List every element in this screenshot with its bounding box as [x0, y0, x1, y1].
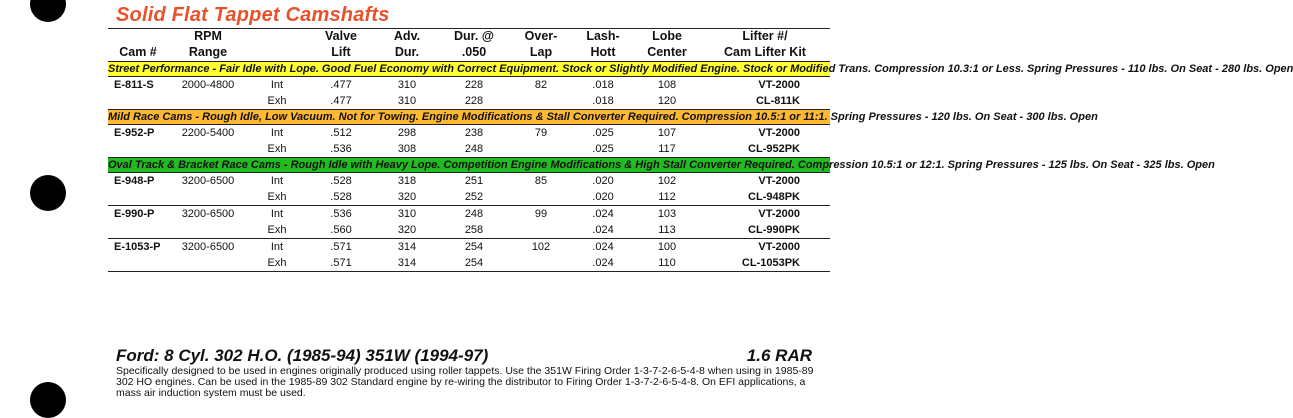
- valve-side: Int: [270, 241, 284, 253]
- cam-group: [108, 239, 830, 272]
- rpm-range: [168, 255, 248, 272]
- lifter-kit: VT-2000: [758, 79, 800, 91]
- lifter-kit: VT-2000: [758, 208, 800, 220]
- col-dur-label: .050: [438, 45, 510, 62]
- duration-050: 228: [438, 93, 510, 110]
- col-cam: [108, 29, 168, 45]
- adv-duration: 310: [397, 208, 417, 220]
- table-row-exh: [108, 141, 830, 158]
- valve-side: Exh: [248, 93, 306, 110]
- duration-050: 258: [438, 222, 510, 239]
- valve-side: Int: [270, 127, 284, 139]
- rpm-range: 3200-6500: [181, 241, 235, 253]
- lobe-center: 102: [657, 175, 677, 187]
- valve-lift: .512: [330, 127, 352, 139]
- cam-number: E-1053-P: [114, 241, 161, 253]
- lifter-kit: VT-2000: [758, 127, 800, 139]
- col-rpm: RPM: [194, 29, 222, 43]
- table-row-int: [108, 77, 830, 94]
- lifter-kit: CL-948PK: [700, 189, 830, 206]
- overlap: 79: [534, 127, 548, 139]
- lash-hot: .024: [592, 208, 614, 220]
- lobe-center: 108: [657, 79, 677, 91]
- duration-050: 254: [438, 255, 510, 272]
- duration-050: 251: [464, 175, 484, 187]
- overlap: 102: [531, 241, 551, 253]
- valve-lift: .536: [306, 141, 376, 158]
- table-row-exh: [108, 93, 830, 110]
- rpm-range: 2000-4800: [181, 79, 235, 91]
- lifter-kit: CL-990PK: [700, 222, 830, 239]
- col-kit-label: Cam Lifter Kit: [700, 45, 830, 62]
- overlap: 99: [534, 208, 548, 220]
- table-row-exh: [108, 189, 830, 206]
- camshaft-table: [108, 29, 1293, 272]
- binder-hole-middle: [30, 175, 66, 211]
- valve-lift: .571: [306, 255, 376, 272]
- rocker-ratio: 1.6 RAR: [746, 346, 812, 365]
- duration-050: 254: [464, 241, 484, 253]
- adv-duration: 318: [397, 175, 417, 187]
- lobe-center: 120: [634, 93, 700, 110]
- lash-hot: .018: [572, 93, 634, 110]
- cam-group: [108, 206, 830, 239]
- rpm-range: 3200-6500: [181, 208, 235, 220]
- cam-number: [108, 189, 168, 206]
- valve-side: Int: [270, 208, 284, 220]
- col-overlap-label: Lap: [510, 45, 572, 62]
- table-header: [108, 29, 830, 62]
- table-row-int: [108, 239, 830, 256]
- table-row-exh: [108, 222, 830, 239]
- duration-050: 238: [464, 127, 484, 139]
- duration-050: 248: [438, 141, 510, 158]
- adv-duration: 314: [376, 255, 438, 272]
- col-lobe: Lobe: [652, 29, 682, 43]
- valve-lift: .560: [306, 222, 376, 239]
- engine-application-heading: Ford: 8 Cyl. 302 H.O. (1985-94) 351W (1994-97): [116, 346, 489, 365]
- table-row-int: [108, 206, 830, 223]
- valve-side: Exh: [248, 255, 306, 272]
- duration-050: 252: [438, 189, 510, 206]
- section-description: Oval Track & Bracket Race Cams - Rough Idle with Heavy Lope. Competition Engine Modifications & High Stall Converter Required. Compression 10.5:1 or 12:1. Spring Pressures - 125 lbs. On Seat - 325 lbs. Open: [108, 159, 1215, 171]
- cam-group: [108, 77, 830, 110]
- col-lash: Lash-: [586, 29, 620, 43]
- valve-side: Int: [270, 175, 284, 187]
- lash-hot: .020: [572, 189, 634, 206]
- lifter-kit: CL-811K: [700, 93, 830, 110]
- lash-hot: .018: [592, 79, 614, 91]
- lifter-kit: CL-1053PK: [700, 255, 830, 272]
- overlap: [510, 93, 572, 110]
- cam-number: E-952-P: [114, 127, 155, 139]
- camshaft-table-container: [108, 28, 1293, 272]
- duration-050: 228: [464, 79, 484, 91]
- col-lift-label: Lift: [306, 45, 376, 62]
- cam-number: E-811-S: [114, 79, 154, 91]
- col-dur: Dur. @: [454, 29, 494, 43]
- col-side: [248, 29, 306, 45]
- lifter-kit: CL-952PK: [700, 141, 830, 158]
- valve-lift: .477: [330, 79, 352, 91]
- col-lash-label: Hott: [572, 45, 634, 62]
- col-cam-label: Cam #: [108, 45, 168, 62]
- cam-number: [108, 141, 168, 158]
- lifter-kit: VT-2000: [758, 241, 800, 253]
- cam-number: [108, 255, 168, 272]
- section-oval-track: [108, 158, 1215, 173]
- valve-lift: .477: [306, 93, 376, 110]
- lobe-center: 107: [657, 127, 677, 139]
- overlap: [510, 141, 572, 158]
- valve-lift: .536: [330, 208, 352, 220]
- table-row-int: [108, 125, 830, 142]
- valve-side: Exh: [248, 141, 306, 158]
- lobe-center: 113: [634, 222, 700, 239]
- valve-side: Exh: [248, 189, 306, 206]
- lobe-center: 117: [634, 141, 700, 158]
- cam-number: [108, 93, 168, 110]
- adv-duration: 320: [376, 189, 438, 206]
- rpm-range: 2200-5400: [181, 127, 235, 139]
- lobe-center: 110: [634, 255, 700, 272]
- overlap: 85: [534, 175, 548, 187]
- section-street-performance: [108, 62, 1293, 77]
- cam-number: E-948-P: [114, 175, 155, 187]
- col-lift: Valve: [325, 29, 357, 43]
- section-mild-race: [108, 110, 1098, 125]
- lobe-center: 100: [657, 241, 677, 253]
- valve-lift: .571: [330, 241, 352, 253]
- valve-side: Exh: [248, 222, 306, 239]
- cam-group: [108, 125, 830, 158]
- overlap: [510, 255, 572, 272]
- cam-number: E-990-P: [114, 208, 155, 220]
- table-row-exh: [108, 255, 830, 272]
- adv-duration: 310: [376, 93, 438, 110]
- cam-group: [108, 173, 830, 206]
- section-description: Street Performance - Fair Idle with Lope. Good Fuel Economy with Correct Equipment. Stock or Slightly Modified Engine. Stock or Modified Trans. Compression 10.3:1 or Less. Spring Pressures - 110 lbs. On Seat - 280 lbs. Open: [108, 63, 1293, 75]
- col-overlap: Over-: [524, 29, 558, 43]
- page-title: Solid Flat Tappet Camshafts: [116, 4, 390, 26]
- col-kit: Lifter #/: [742, 29, 788, 43]
- duration-050: 248: [464, 208, 484, 220]
- lash-hot: .024: [592, 241, 614, 253]
- adv-duration: 320: [376, 222, 438, 239]
- valve-lift: .528: [306, 189, 376, 206]
- valve-side: Int: [270, 79, 284, 91]
- adv-duration: 310: [397, 79, 417, 91]
- adv-duration: 314: [397, 241, 417, 253]
- lash-hot: .025: [572, 141, 634, 158]
- adv-duration: 298: [397, 127, 417, 139]
- lash-hot: .025: [592, 127, 614, 139]
- table-row-int: [108, 173, 830, 190]
- cam-number: [108, 222, 168, 239]
- lobe-center: 103: [657, 208, 677, 220]
- binder-hole-top: [30, 0, 66, 22]
- application-note: Specifically designed to be used in engines originally produced using roller tappets. Use the 351W Firing Order 1-3-7-2-6-5-4-8 when using in 1985-89 302 HO engines. Can be used in the 1985-89 302 Standard engine by re-wiring the distributor to Firing Order 1-3-7-2-6-5-4-8. On EFI applications, a mass air induction system must be used.: [116, 365, 814, 399]
- lifter-kit: VT-2000: [758, 175, 800, 187]
- rpm-range: [168, 189, 248, 206]
- overlap: [510, 189, 572, 206]
- overlap: [510, 222, 572, 239]
- adv-duration: 308: [376, 141, 438, 158]
- lash-hot: .024: [572, 222, 634, 239]
- col-lobe-label: Center: [634, 45, 700, 62]
- rpm-range: [168, 93, 248, 110]
- valve-lift: .528: [330, 175, 352, 187]
- overlap: 82: [534, 79, 548, 91]
- col-rpm-label: Range: [168, 45, 248, 62]
- col-adv: Adv.: [393, 29, 421, 43]
- lash-hot: .020: [592, 175, 614, 187]
- col-adv-label: Dur.: [376, 45, 438, 62]
- lash-hot: .024: [572, 255, 634, 272]
- lobe-center: 112: [634, 189, 700, 206]
- col-side-label: [248, 45, 306, 62]
- binder-hole-bottom: [30, 382, 66, 418]
- section-description: Mild Race Cams - Rough Idle, Low Vacuum. Not for Towing. Engine Modifications & Stall Converter Required. Compression 10.5:1 or 11:1. Spring Pressures - 120 lbs. On Seat - 300 lbs. Open: [108, 111, 1098, 123]
- rpm-range: [168, 141, 248, 158]
- rpm-range: 3200-6500: [181, 175, 235, 187]
- rpm-range: [168, 222, 248, 239]
